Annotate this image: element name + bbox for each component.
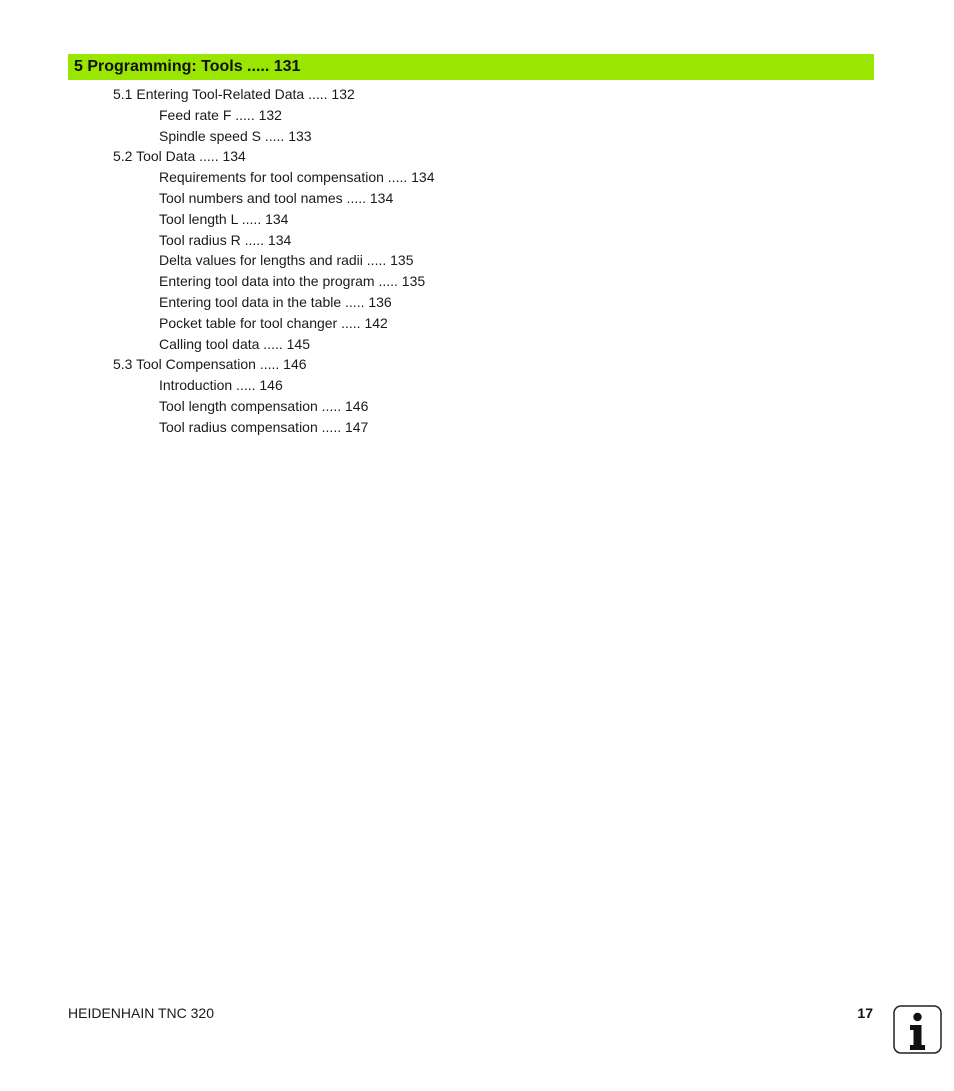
footer-product-name: HEIDENHAIN TNC 320: [68, 1005, 215, 1021]
toc-subsection-entry[interactable]: Calling tool data ..... 145: [159, 335, 310, 352]
toc-section-entry[interactable]: 5.1 Entering Tool-Related Data ..... 132: [113, 86, 355, 102]
toc-subsection-entry[interactable]: Entering tool data in the table ..... 136: [159, 293, 392, 310]
toc-subsection-entry[interactable]: Introduction ..... 146: [159, 377, 283, 394]
toc-section-entry[interactable]: 5.2 Tool Data ..... 134: [113, 148, 246, 165]
toc-subsection-entry[interactable]: Feed rate F ..... 132: [159, 106, 282, 123]
toc-subsection-entry[interactable]: Tool numbers and tool names ..... 134: [159, 189, 394, 206]
toc-subsection-entry[interactable]: Spindle speed S ..... 133: [159, 127, 312, 144]
toc-subsection-entry[interactable]: Delta values for lengths and radii ..... 135: [159, 252, 414, 269]
toc-subsection-entry[interactable]: Requirements for tool compensation ..... 134: [159, 169, 435, 186]
toc-subsection-entry[interactable]: Tool radius compensation ..... 147: [159, 418, 369, 435]
chapter-title[interactable]: 5 Programming: Tools ..... 131: [74, 58, 301, 75]
toc-subsection-entry[interactable]: Tool radius R ..... 134: [159, 231, 292, 248]
toc-subsection-entry[interactable]: Entering tool data into the program ..... 135: [159, 273, 426, 290]
info-icon: [893, 1005, 942, 1054]
toc-subsection-entry[interactable]: Tool length compensation ..... 146: [159, 397, 369, 414]
toc-subsection-entry[interactable]: Tool length L ..... 134: [159, 210, 289, 227]
table-of-contents: [0, 84, 954, 438]
toc-section-entry[interactable]: 5.3 Tool Compensation ..... 146: [113, 356, 307, 373]
chapter-heading-bar: [68, 54, 874, 80]
page-number: 17: [857, 1005, 873, 1021]
toc-subsection-entry[interactable]: Pocket table for tool changer ..... 142: [159, 314, 388, 331]
